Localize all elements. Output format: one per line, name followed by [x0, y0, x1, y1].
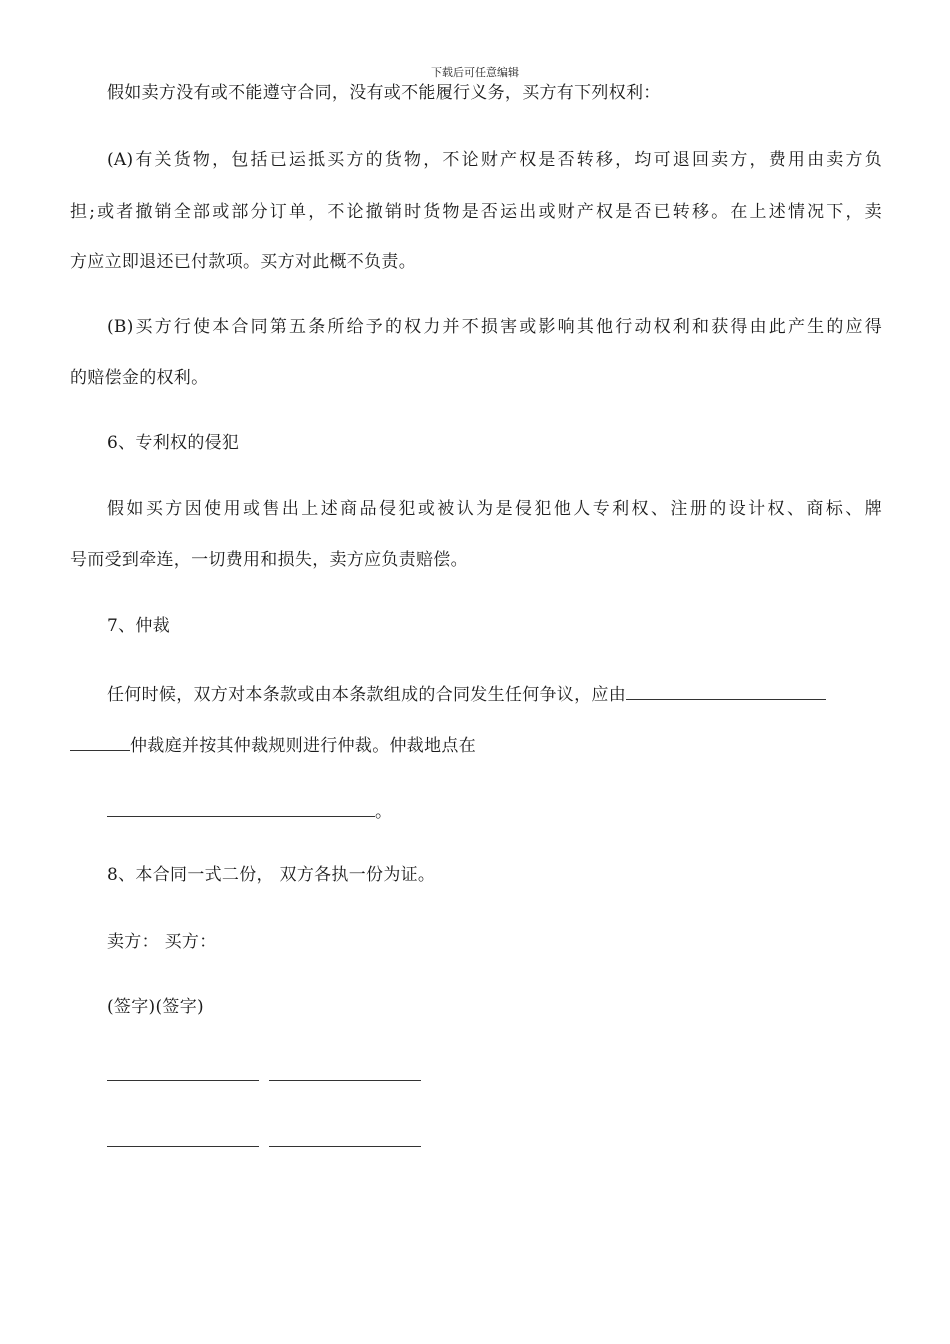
signature-parties: 卖方： 买方： [107, 932, 217, 952]
arbitration-body-blank-a[interactable] [626, 681, 826, 700]
section-7-line-2-text: 仲裁庭并按其仲裁规则进行仲裁。仲裁地点在 [130, 736, 476, 756]
clause-a-line-1: (A)有关货物，包括已运抵买方的货物，不论财产权是否转移，均可退回卖方，费用由卖方负 [107, 150, 882, 170]
section-7-line-3 [107, 798, 882, 824]
section-7-line-2 [70, 732, 882, 758]
arbitration-body-blank-b[interactable] [70, 732, 130, 751]
section-6-heading: 6、专利权的侵犯 [107, 433, 240, 453]
header-note: 下载后可任意编辑 [431, 66, 519, 79]
clause-b-line-2: 的赔偿金的权利。 [70, 368, 209, 388]
clause-b-line-1: (B)买方行使本合同第五条所给予的权力并不损害或影响其他行动权利和获得由此产生的应得 [107, 317, 882, 337]
arbitration-place-blank[interactable] [107, 798, 375, 817]
clause-a-line-2: 担;或者撤销全部或部分订单，不论撤销时货物是否运出或财产权是否已转移。在上述情况下，卖 [70, 202, 882, 222]
section-7-line-1 [107, 681, 882, 707]
clause-a-line-3: 方应立即退还已付款项。买方对此概不负责。 [70, 252, 416, 272]
buyer-signature-line[interactable] [269, 1080, 421, 1081]
section-6-line-1: 假如买方因使用或售出上述商品侵犯或被认为是侵犯他人专利权、注册的设计权、商标、牌 [107, 499, 882, 519]
intro-paragraph: 假如卖方没有或不能遵守合同，没有或不能履行义务，买方有下列权利： [107, 83, 661, 103]
section-8-text: 8、本合同一式二份， 双方各执一份为证。 [107, 865, 436, 885]
section-7-line-3-end: 。 [375, 802, 393, 822]
seller-signature-line[interactable] [107, 1080, 259, 1081]
signature-labels: (签字)(签字) [107, 997, 204, 1017]
section-7-line-1-text: 任何时候，双方对本条款或由本条款组成的合同发生任何争议，应由 [107, 685, 626, 705]
section-7-heading: 7、仲裁 [107, 616, 171, 636]
buyer-date-line[interactable] [269, 1146, 421, 1147]
seller-date-line[interactable] [107, 1146, 259, 1147]
section-6-line-2: 号而受到牵连，一切费用和损失，卖方应负责赔偿。 [70, 550, 468, 570]
